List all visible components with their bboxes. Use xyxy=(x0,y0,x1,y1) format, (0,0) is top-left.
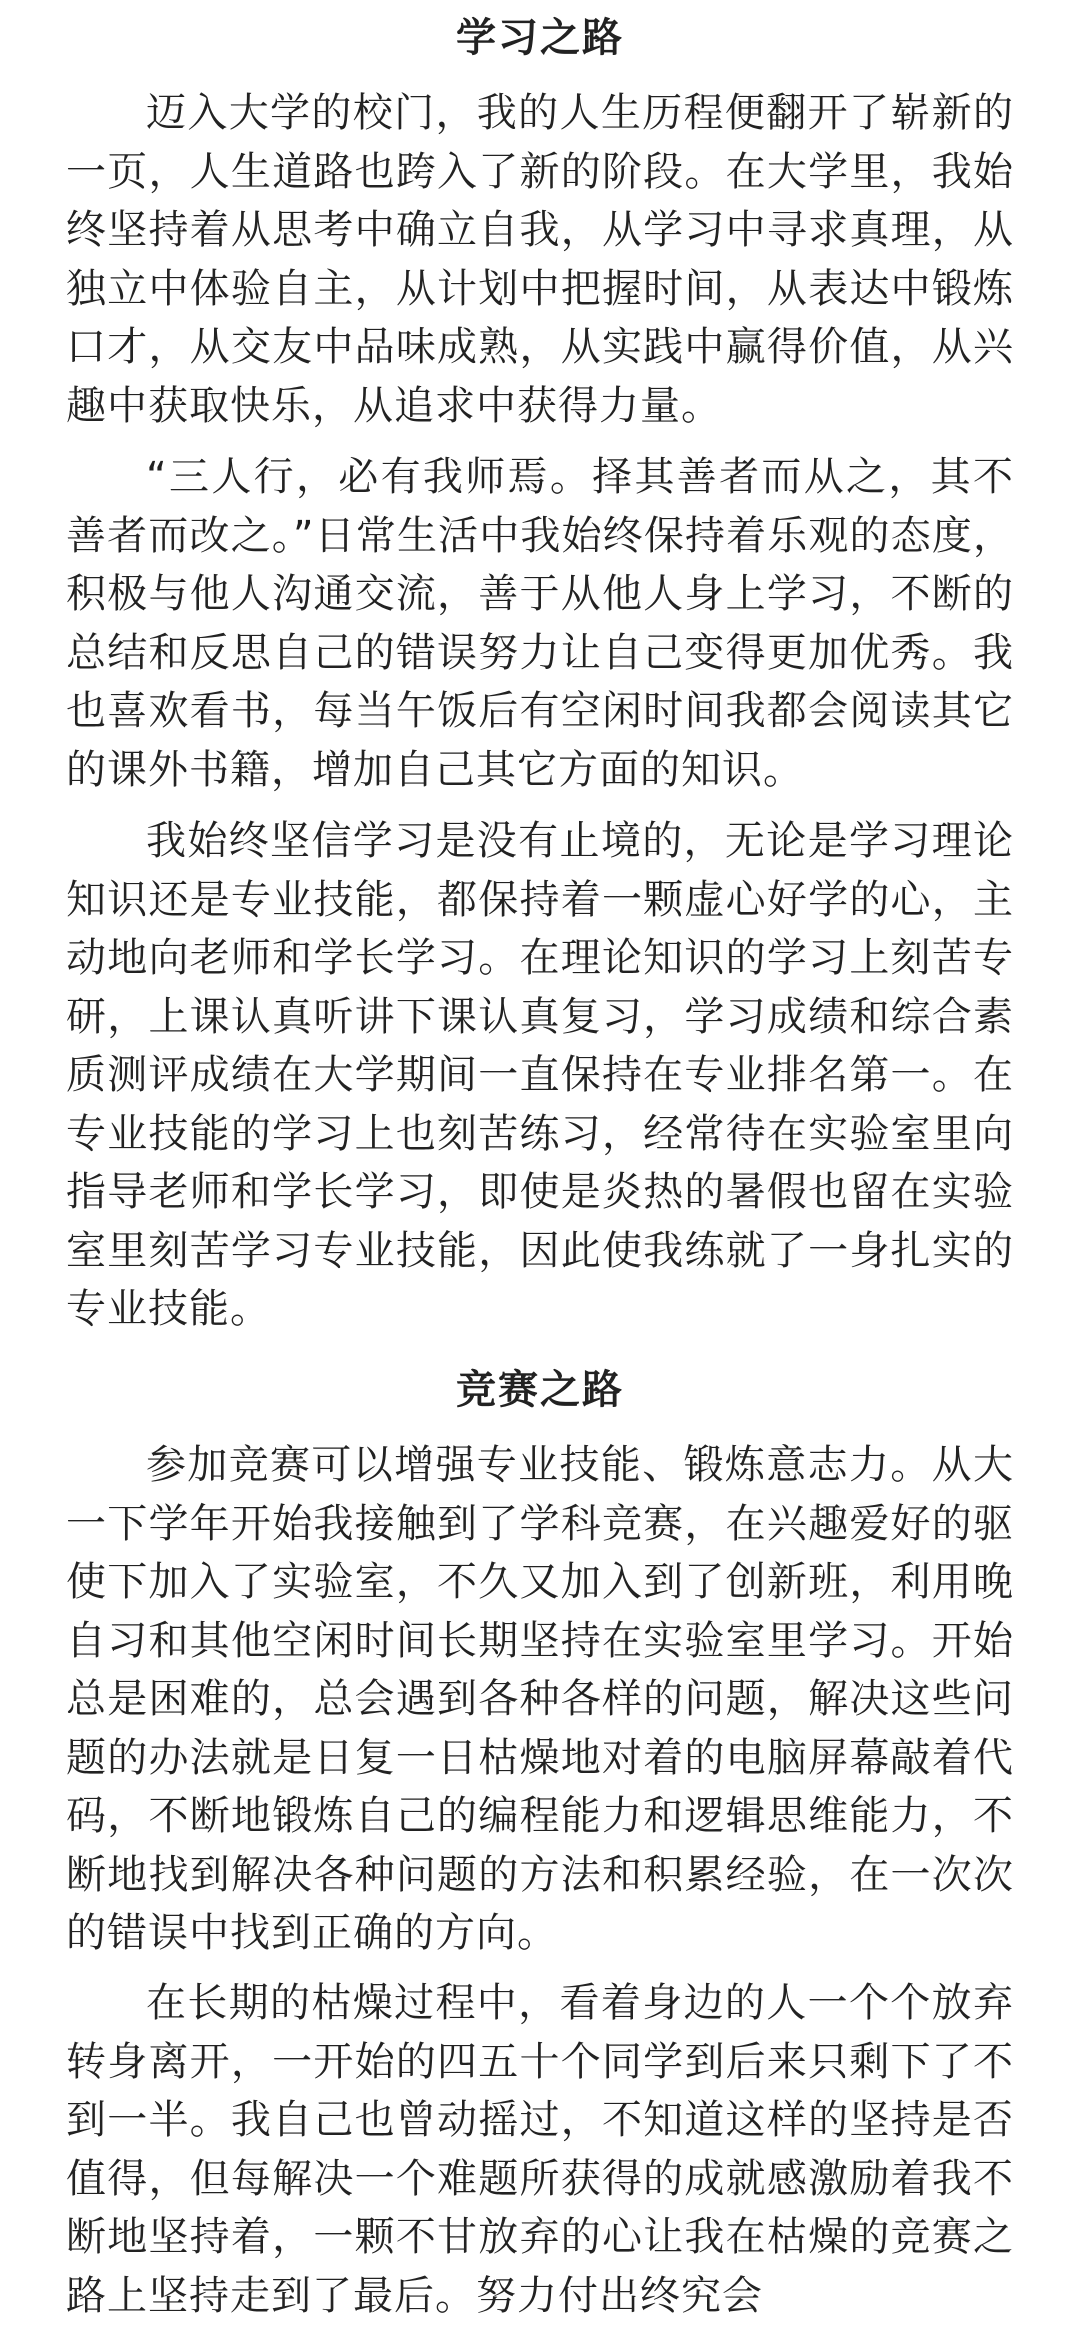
paragraph: 参加竞赛可以增强专业技能、锻炼意志力。从大一下学年开始我接触到了学科竞赛，在兴趣爱好的驱使下加入了实验室，不久又加入到了创新班，利用晚自习和其他空闲时间长期坚持在实验室里学习。开始总是困难的，总会遇到各种各样的问题，解决这些问题的办法就是日复一日枯燥地对着的电脑屏幕敲着代码，不断地锻炼自己的编程能力和逻辑思维能力，不断地找到解决各种问题的方法和积累经验，在一次次的错误中找到正确的方向。 xyxy=(66,1442,1014,1956)
paragraph: 我始终坚信学习是没有止境的，无论是学习理论知识还是专业技能，都保持着一颗虚心好学的心，主动地向老师和学长学习。在理论知识的学习上刻苦专研，上课认真听讲下课认真复习，学习成绩和综合素质测评成绩在大学期间一直保持在专业排名第一。在专业技能的学习上也刻苦练习，经常待在实验室里向指导老师和学长学习，即使是炎热的暑假也留在实验室里刻苦学习专业技能，因此使我练就了一身扎实的专业技能。 xyxy=(66,818,1014,1332)
paragraph: “三人行，必有我师焉。择其善者而从之，其不善者而改之。”日常生活中我始终保持着乐观的态度，积极与他人沟通交流，善于从他人身上学习，不断的总结和反思自己的错误努力让自己变得更加优秀。我也喜欢看书，每当午饭后有空闲时间我都会阅读其它的课外书籍，增加自己其它方面的知识。 xyxy=(66,454,1014,793)
section-heading-study: 学习之路 xyxy=(456,15,624,61)
paragraph: 迈入大学的校门，我的人生历程便翻开了崭新的一页，人生道路也跨入了新的阶段。在大学里，我始终坚持着从思考中确立自我，从学习中寻求真理，从独立中体验自主，从计划中把握时间，从表达中锻炼口才，从交友中品味成熟，从实践中赢得价值，从兴趣中获取快乐，从追求中获得力量。 xyxy=(66,90,1014,429)
section-heading-competition: 竞赛之路 xyxy=(456,1367,624,1413)
paragraph: 在长期的枯燥过程中，看着身边的人一个个放弃转身离开，一开始的四五十个同学到后来只剩下了不到一半。我自己也曾动摇过，不知道这样的坚持是否值得，但每解决一个难题所获得的成就感激励着我不断地坚持着，一颗不甘放弃的心让我在枯燥的竞赛之路上坚持走到了最后。努力付出终究会 xyxy=(66,1980,1014,2319)
